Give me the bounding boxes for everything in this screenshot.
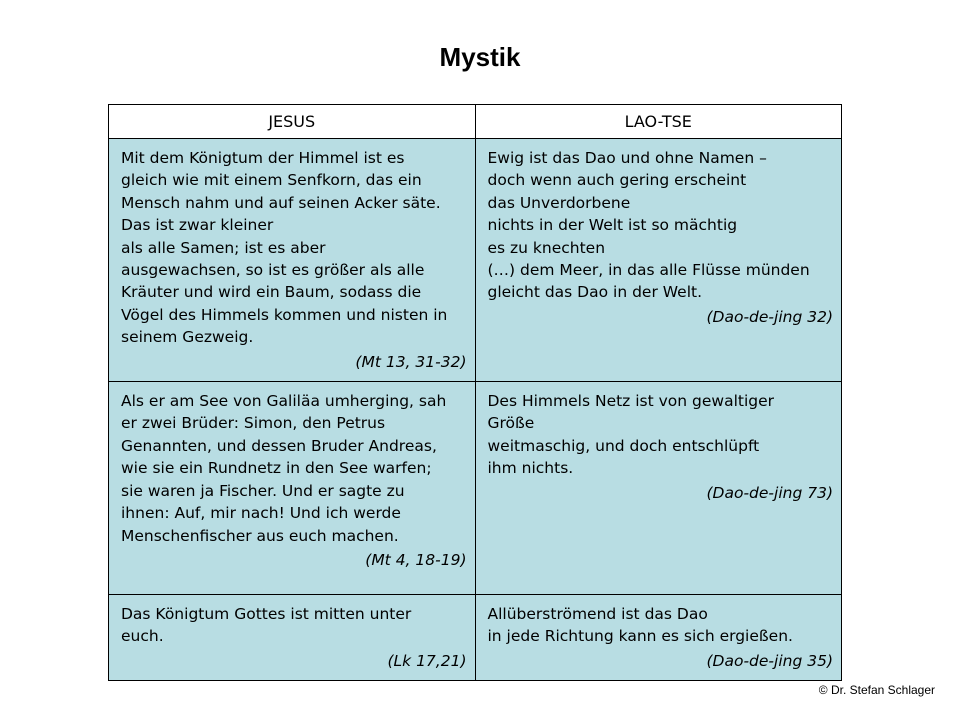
table-row xyxy=(109,595,842,681)
quote-text xyxy=(488,390,834,480)
header-lao-tse: LAO-TSE xyxy=(475,105,842,139)
quote-line: Genannten, und dessen Bruder Andreas, xyxy=(121,436,437,455)
quote-line: doch wenn auch gering erscheint xyxy=(487,171,747,190)
quote-text xyxy=(488,603,834,648)
quote-line: euch. xyxy=(121,627,164,646)
quote-line: gleicht das Dao in der Welt. xyxy=(487,283,703,302)
quote-line: weitmaschig, und doch entschlüpft xyxy=(487,436,760,455)
quote-line: ihm nichts. xyxy=(487,459,574,478)
quote-line: Das Königtum Gottes ist mitten unter xyxy=(121,605,412,624)
lao-tse-cell xyxy=(475,595,842,681)
quote-line: ausgewachsen, so ist es größer als alle xyxy=(121,261,425,280)
quote-text xyxy=(121,603,467,648)
quote-text xyxy=(121,390,467,547)
quote-line: nichts in der Welt ist so mächtig xyxy=(487,216,738,235)
comparison-table xyxy=(108,104,842,681)
citation: (Mt 4, 18-19) xyxy=(365,550,467,569)
quote-line: Ewig ist das Dao und ohne Namen – xyxy=(487,149,767,167)
lao-tse-cell xyxy=(475,382,842,595)
jesus-cell xyxy=(109,139,476,382)
citation: (Dao-de-jing 35) xyxy=(706,651,833,670)
header-jesus: JESUS xyxy=(109,105,476,139)
quote-line: (…) dem Meer, in das alle Flüsse münden xyxy=(487,261,810,280)
quote-line: Größe xyxy=(487,414,535,433)
quote-line: Kräuter und wird ein Baum, sodass die xyxy=(121,283,422,302)
citation: (Dao-de-jing 32) xyxy=(706,307,833,326)
quote-line: in jede Richtung kann es sich ergießen. xyxy=(487,627,793,646)
citation: (Lk 17,21) xyxy=(387,651,467,670)
quote-line: Mensch nahm und auf seinen Acker säte. xyxy=(121,193,441,212)
quote-line: sie waren ja Fischer. Und er sagte zu xyxy=(121,481,405,500)
lao-tse-cell xyxy=(475,139,842,382)
quote-line: es zu knechten xyxy=(487,238,606,257)
quote-text xyxy=(488,147,834,304)
table-row xyxy=(109,139,842,382)
quote-line: ihnen: Auf, mir nach! Und ich werde xyxy=(121,504,401,523)
quote-line: Menschenfischer aus euch machen. xyxy=(121,526,399,545)
table-row xyxy=(109,382,842,595)
quote-line: Mit dem Königtum der Himmel ist es xyxy=(121,149,405,167)
table-header-row xyxy=(109,105,842,139)
quote-line: als alle Samen; ist es aber xyxy=(121,238,326,257)
citation: (Mt 13, 31-32) xyxy=(355,352,467,371)
citation: (Dao-de-jing 73) xyxy=(706,483,833,502)
jesus-cell xyxy=(109,382,476,595)
quote-line: wie sie ein Rundnetz in den See warfen; xyxy=(121,459,432,478)
quote-line: Das ist zwar kleiner xyxy=(121,216,274,235)
quote-line: das Unverdorbene xyxy=(487,193,631,212)
quote-line: er zwei Brüder: Simon, den Petrus xyxy=(121,414,386,433)
quote-line: Allüberströmend ist das Dao xyxy=(487,605,708,624)
quote-line: seinem Gezweig. xyxy=(121,328,254,347)
jesus-cell xyxy=(109,595,476,681)
quote-line: gleich wie mit einem Senfkorn, das ein xyxy=(121,171,422,190)
slide-title: Mystik xyxy=(439,42,521,72)
quote-line: Als er am See von Galiläa umherging, sah xyxy=(121,392,447,411)
quote-text xyxy=(121,147,467,349)
quote-line: Des Himmels Netz ist von gewaltiger xyxy=(487,392,775,411)
quote-line: Vögel des Himmels kommen und nisten in xyxy=(121,305,448,324)
copyright-notice: © Dr. Stefan Schlager xyxy=(818,683,935,697)
